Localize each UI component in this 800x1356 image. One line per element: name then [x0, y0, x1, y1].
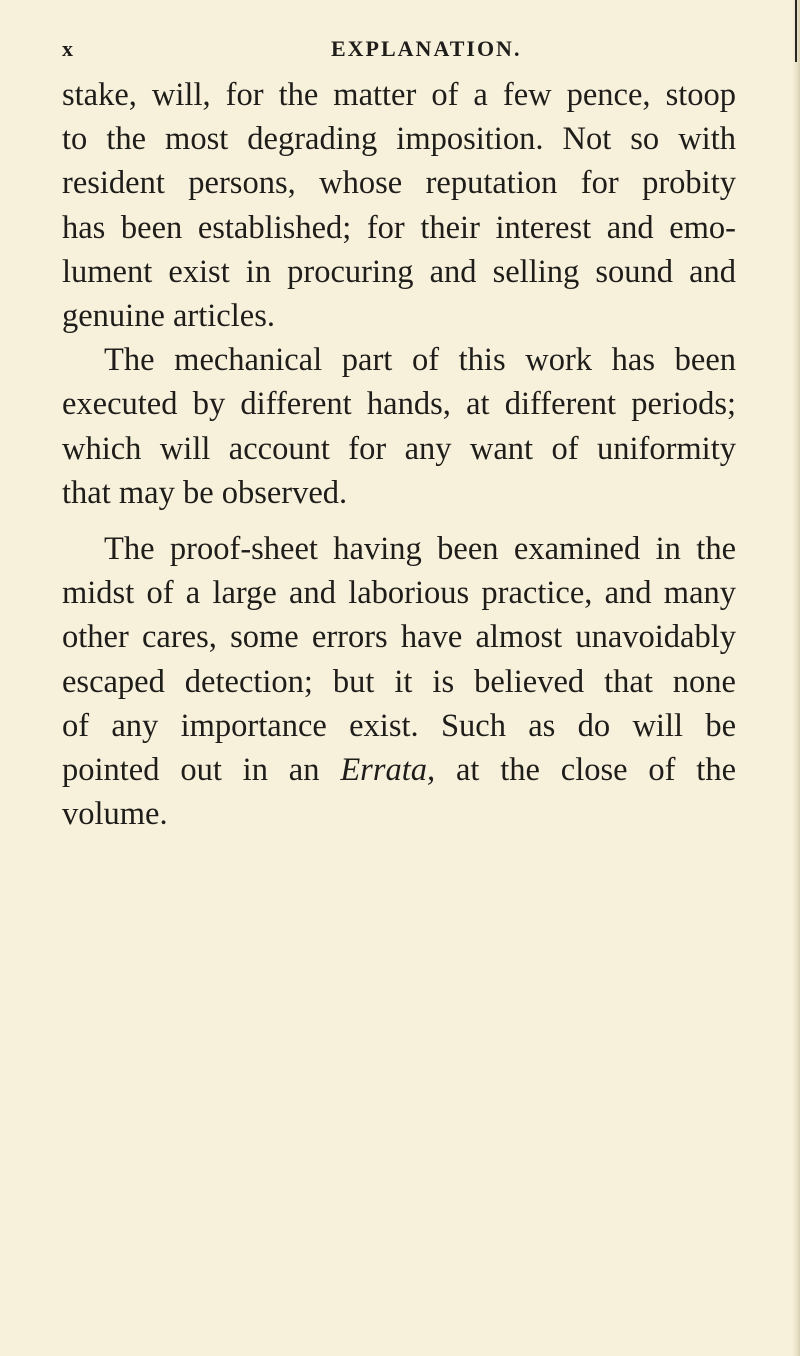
text-line: The mechanical part of this work has been	[104, 342, 736, 379]
text-line: resident persons, whose reputation for probity	[62, 165, 736, 202]
text-line: escaped detection; but it is believed that none	[62, 663, 736, 700]
paragraph	[62, 527, 736, 836]
page-number: x	[62, 36, 74, 61]
page-header	[62, 36, 732, 66]
paragraph	[62, 338, 736, 515]
text-line: lument exist in procuring and selling sound and	[62, 253, 736, 290]
paragraph	[62, 73, 736, 338]
text-line: midst of a large and laborious practice, and many	[62, 575, 736, 612]
text-line: volume.	[62, 796, 168, 833]
body-text	[62, 73, 736, 836]
text-line: genuine articles.	[62, 298, 275, 335]
page-edge-mark	[795, 0, 797, 62]
text-line: stake, will, for the matter of a few pence, stoop	[62, 77, 736, 113]
text-line: to the most degrading imposition. Not so with	[62, 121, 736, 158]
text-line: other cares, some errors have almost unavoidably	[62, 619, 736, 656]
text-line: of any importance exist. Such as do will be	[62, 707, 736, 744]
running-head: EXPLANATION.	[331, 36, 522, 61]
text-line: The proof-sheet having been examined in the	[104, 531, 736, 568]
text-line: has been established; for their interest and emo-	[62, 209, 736, 246]
text-line: that may be observed.	[62, 474, 348, 511]
text-segment: pointed out in an	[62, 752, 320, 789]
errata-term: Errata,	[340, 752, 436, 789]
text-segment: at the close of the	[455, 752, 737, 789]
page-edge	[792, 0, 800, 1356]
text-line: executed by different hands, at different periods;	[62, 386, 736, 423]
text-line: which will account for any want of uniformity	[62, 430, 736, 467]
text-line-errata	[62, 748, 736, 792]
